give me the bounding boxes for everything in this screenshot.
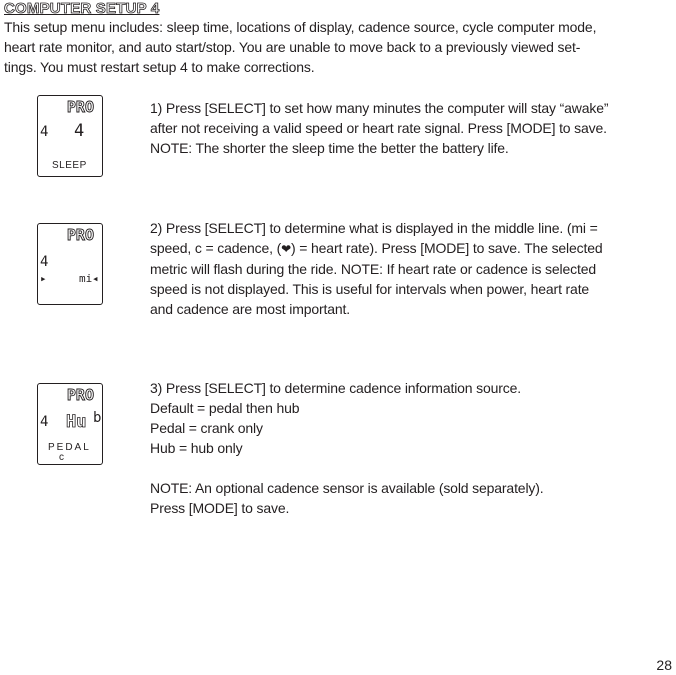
intro-paragraph	[4, 17, 674, 77]
lcd-display-sleep	[37, 95, 103, 177]
page-number: 28	[656, 657, 672, 673]
lcd-center-digit: 4	[74, 121, 85, 141]
lcd-pro-label: PRO	[66, 386, 94, 404]
lcd-pedal-label: PEDAL	[48, 442, 91, 453]
heart-icon: ❤	[281, 242, 292, 256]
step-line: 1) Press [SELECT] to set how many minutes the computer will stay “awake”	[150, 100, 609, 116]
step-line	[150, 458, 674, 478]
lcd-left-digit: 4	[40, 414, 49, 430]
lcd-hub-text: Hu	[66, 412, 87, 432]
lcd-left-digit: 4	[40, 254, 49, 270]
lcd-display-metric	[37, 223, 103, 305]
lcd-sleep-label: SLEEP	[52, 160, 87, 171]
step-line: Default = pedal then hub	[150, 400, 300, 416]
step-line: NOTE: The shorter the sleep time the better the battery life.	[150, 140, 509, 156]
lcd-unit-mi: mi	[79, 272, 93, 285]
step-line-part: ) = heart rate). Press [MODE] to save. The selected	[291, 240, 603, 256]
lcd-pro-label: PRO	[66, 98, 94, 116]
step-line-part: speed, c = cadence, (	[150, 240, 282, 256]
section-heading: COMPUTER SETUP 4	[4, 0, 160, 17]
step-line: Press [MODE] to save.	[150, 500, 290, 516]
step-3-text	[150, 378, 674, 518]
step-line: 3) Press [SELECT] to determine cadence information source.	[150, 380, 522, 396]
lcd-arrow-left-icon: ▸	[40, 272, 47, 285]
lcd-arrow-right-icon: ◂	[92, 272, 99, 285]
step-line: Hub = hub only	[150, 440, 243, 456]
intro-line: This setup menu includes: sleep time, locations of display, cadence source, cycle computer mode,	[4, 19, 597, 35]
lcd-display-cadence	[37, 383, 103, 465]
lcd-cadence-sub: c	[59, 452, 65, 463]
lcd-right-char: b	[93, 410, 102, 426]
step-line: after not receiving a valid speed or heart rate signal. Press [MODE] to save.	[150, 120, 607, 136]
lcd-pro-label: PRO	[66, 226, 94, 244]
step-line: metric will flash during the ride. NOTE: If heart rate or cadence is selected	[150, 261, 596, 277]
step-line: and cadence are most important.	[150, 301, 351, 317]
step-1-text	[150, 98, 674, 158]
step-2-text	[150, 218, 674, 319]
step-line: speed is not displayed. This is useful for intervals when power, heart rate	[150, 281, 590, 297]
intro-line: tings. You must restart setup 4 to make corrections.	[4, 59, 315, 75]
step-line: Pedal = crank only	[150, 420, 263, 436]
lcd-left-digit: 4	[40, 124, 49, 140]
step-line: 2) Press [SELECT] to determine what is displayed in the middle line. (mi =	[150, 220, 598, 236]
step-line: NOTE: An optional cadence sensor is available (sold separately).	[150, 480, 544, 496]
step-line	[150, 238, 674, 259]
intro-line: heart rate monitor, and auto start/stop. You are unable to move back to a previously viewed set-	[4, 39, 581, 55]
